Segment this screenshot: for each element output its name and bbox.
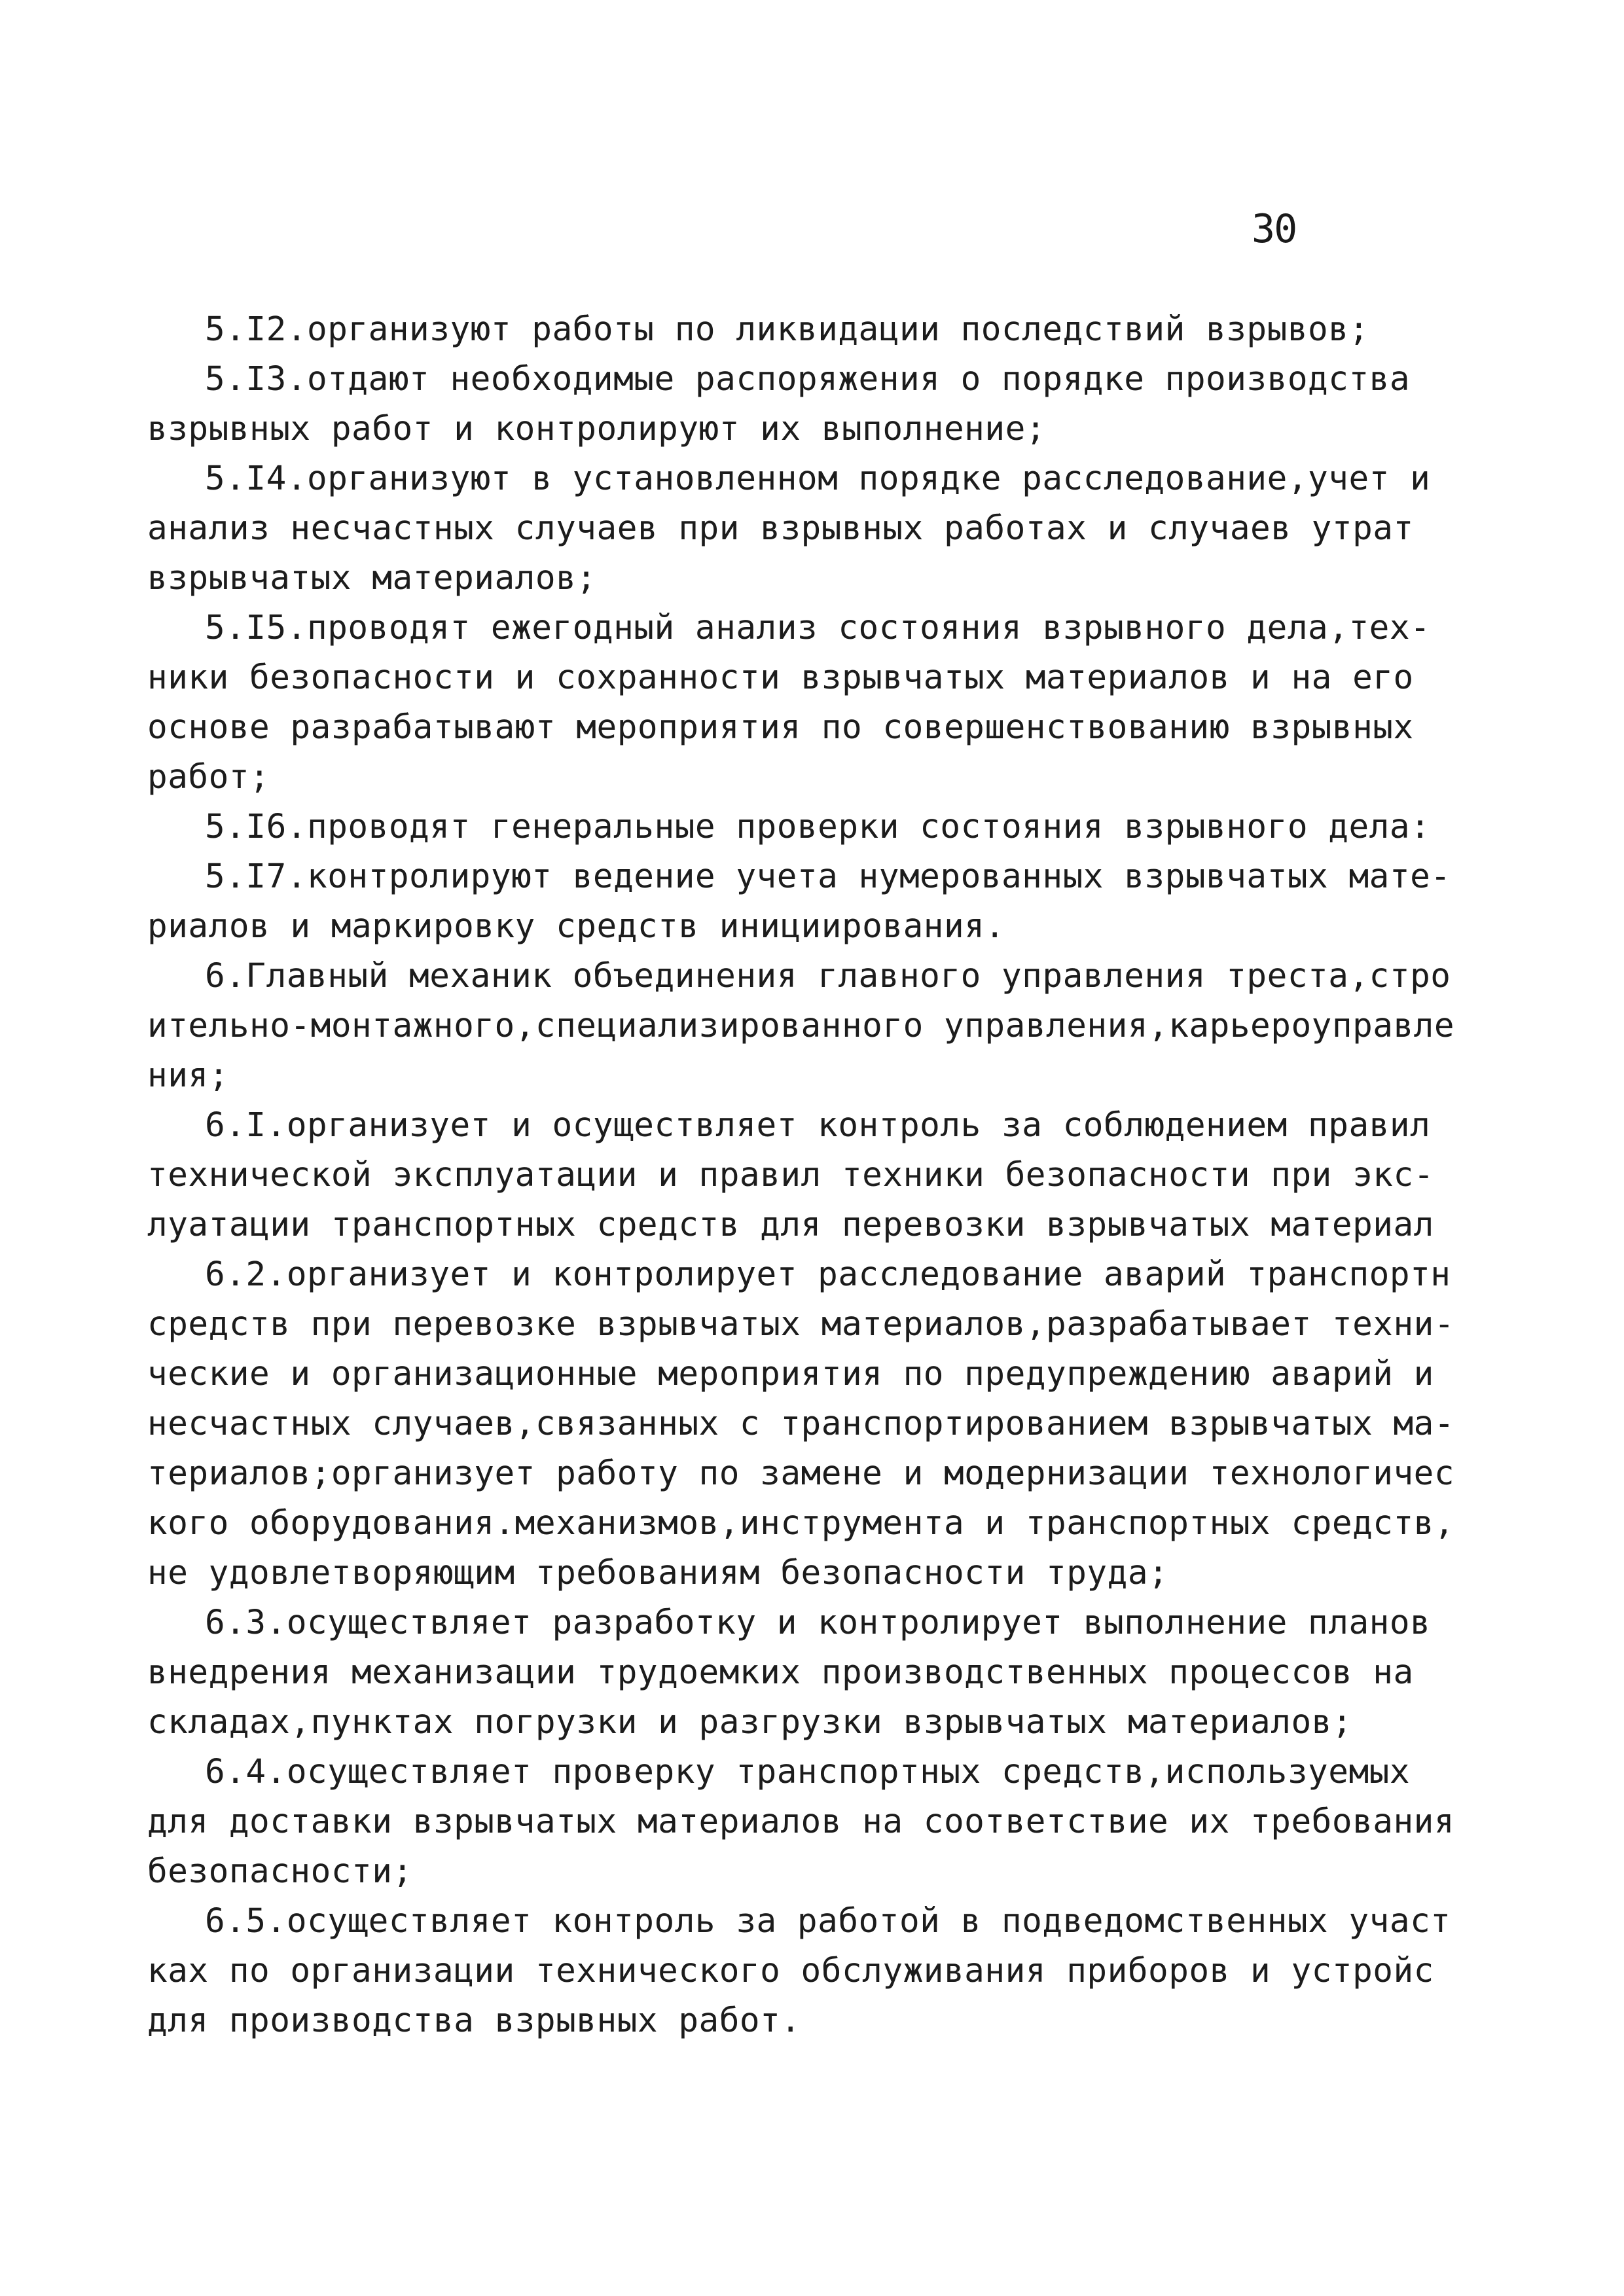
- text-line: внедрения механизации трудоемких производственных процессов на: [147, 1653, 1414, 1692]
- text-line: 5.I5.проводят ежегодный анализ состояния взрывного дела,тех-: [205, 609, 1431, 647]
- text-line: риалов и маркировку средств инициирования.: [147, 907, 1005, 946]
- text-line: 6.Главный механик объединения главного управления треста,стро: [205, 957, 1451, 996]
- text-line: 5.I6.проводят генеральные проверки состояния взрывного дела:: [205, 808, 1431, 846]
- text-line: 5.I3.отдают необходимые распоряжения о порядке производства: [205, 360, 1411, 399]
- text-line: технической эксплуатации и правил техники безопасности при экс-: [147, 1156, 1434, 1194]
- text-line: основе разрабатывают мероприятия по совершенствованию взрывных: [147, 708, 1414, 747]
- text-line: 6.5.осуществляет контроль за работой в подведомственных участ: [205, 1902, 1451, 1941]
- document-body: [147, 305, 1496, 2046]
- text-line: безопасности;: [147, 1852, 413, 1891]
- text-line: ники безопасности и сохранности взрывчатых материалов и на его: [147, 658, 1414, 697]
- page-number: 30: [1252, 206, 1297, 252]
- text-line: 6.2.организует и контролирует расследование аварий транспортн: [205, 1255, 1451, 1294]
- text-line: средств при перевозке взрывчатых материалов,разрабатывает техни-: [147, 1305, 1455, 1344]
- text-line: луатации транспортных средств для перевозки взрывчатых материал: [147, 1206, 1434, 1244]
- text-line: складах,пунктах погрузки и разгрузки взрывчатых материалов;: [147, 1703, 1353, 1742]
- text-line: взрывных работ и контролируют их выполнение;: [147, 410, 1047, 448]
- text-line: ительно-монтажного,специализированного управления,карьероуправле: [147, 1007, 1455, 1045]
- text-line: ках по организации технического обслуживания приборов и устройс: [147, 1952, 1434, 1990]
- text-line: 6.4.осуществляет проверку транспортных средств,используемых: [205, 1753, 1411, 1791]
- text-line: 6.3.осуществляет разработку и контролирует выполнение планов: [205, 1604, 1431, 1642]
- text-line: для производства взрывных работ.: [147, 2001, 801, 2040]
- text-line: работ;: [147, 758, 270, 797]
- text-line: кого оборудования.механизмов,инструмента и транспортных средств,: [147, 1504, 1455, 1543]
- text-line: 5.I7.контролируют ведение учета нумерованных взрывчатых мате-: [205, 857, 1451, 896]
- text-line: ческие и организационные мероприятия по предупреждению аварий и: [147, 1355, 1434, 1393]
- text-line: взрывчатых материалов;: [147, 559, 597, 598]
- text-line: анализ несчастных случаев при взрывных работах и случаев утрат: [147, 509, 1414, 548]
- text-line: териалов;организует работу по замене и модернизации технологичес: [147, 1454, 1455, 1493]
- text-line: 5.I2.организуют работы по ликвидации последствий взрывов;: [205, 310, 1369, 349]
- text-line: 5.I4.организуют в установленном порядке расследование,учет и: [205, 459, 1431, 498]
- text-line: для доставки взрывчатых материалов на соответствие их требования: [147, 1803, 1455, 1841]
- text-line: 6.I.организует и осуществляет контроль за соблюдением правил: [205, 1106, 1431, 1145]
- text-line: не удовлетворяющим требованиям безопасности труда;: [147, 1554, 1169, 1592]
- text-line: ния;: [147, 1056, 229, 1095]
- text-line: несчастных случаев,связанных с транспортированием взрывчатых ма-: [147, 1405, 1455, 1443]
